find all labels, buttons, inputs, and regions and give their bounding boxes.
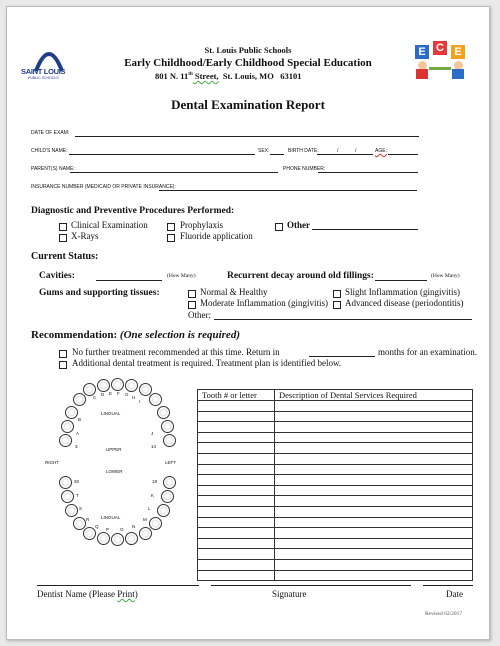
signature-line[interactable] xyxy=(211,585,411,586)
date-of-exam-label: DATE OF EXAM: xyxy=(31,130,70,136)
tooth-number-header: Tooth # or letter xyxy=(198,390,275,401)
moderate-inflammation-label: Moderate Inflammation (gingivitis) xyxy=(200,298,328,308)
signature-label: Signature xyxy=(272,589,307,599)
description-cell[interactable] xyxy=(275,432,473,443)
other-procedure-checkbox[interactable] xyxy=(275,223,283,231)
procedures-heading: Diagnostic and Preventive Procedures Performed: xyxy=(31,206,235,216)
description-cell[interactable] xyxy=(275,401,473,412)
xrays-label: X-Rays xyxy=(71,231,99,241)
tooth[interactable] xyxy=(125,379,138,392)
tooth[interactable] xyxy=(61,490,74,503)
ece-logo: E C E xyxy=(412,37,472,81)
birth-date-label: BIRTH DATE: xyxy=(288,148,319,154)
tooth-number-cell[interactable] xyxy=(198,411,275,422)
recommendation-heading: Recommendation: (One selection is required) xyxy=(31,329,240,341)
recurrent-field[interactable] xyxy=(375,280,427,281)
date-line[interactable] xyxy=(423,585,473,586)
cavities-how-many: (How Many) xyxy=(167,273,196,279)
table-row xyxy=(198,401,473,412)
tooth[interactable] xyxy=(97,532,110,545)
program-name: Early Childhood/Early Childhood Special Education xyxy=(124,57,372,69)
table-row xyxy=(198,443,473,454)
dentist-name-line[interactable] xyxy=(37,585,199,586)
date-of-exam-field[interactable] xyxy=(75,136,419,137)
tooth-number-cell[interactable] xyxy=(198,528,275,539)
table-row xyxy=(198,570,473,581)
district-name: St. Louis Public Schools xyxy=(204,45,292,55)
description-cell[interactable] xyxy=(275,411,473,422)
table-row xyxy=(198,475,473,486)
prophylaxis-label: Prophylaxis xyxy=(180,220,224,230)
age-label: AGE: xyxy=(375,148,387,154)
revised-date: Revised 02/2017 xyxy=(425,611,463,617)
other-procedure-field[interactable] xyxy=(312,229,418,230)
tooth[interactable] xyxy=(163,476,176,489)
gums-label: Gums and supporting tissues: xyxy=(39,288,160,298)
fluoride-checkbox[interactable] xyxy=(167,234,175,242)
table-row xyxy=(198,464,473,475)
tooth-number-cell[interactable] xyxy=(198,443,275,454)
table-row xyxy=(198,506,473,517)
additional-treatment-label: Additional dental treatment is required. Treatment plan is identified below. xyxy=(72,358,342,368)
tooth-number-cell[interactable] xyxy=(198,517,275,528)
tooth-number-cell[interactable] xyxy=(198,570,275,581)
table-row xyxy=(198,538,473,549)
description-header: Description of Dental Services Required xyxy=(275,390,473,401)
cavities-label: Cavities: xyxy=(39,271,75,281)
tooth[interactable] xyxy=(65,504,78,517)
table-row xyxy=(198,453,473,464)
dentist-name-label: Dentist Name (Please Print) xyxy=(37,589,138,599)
description-cell[interactable] xyxy=(275,475,473,486)
tooth[interactable] xyxy=(139,527,152,540)
table-row xyxy=(198,432,473,443)
childs-name-label: CHILD'S NAME: xyxy=(31,148,68,154)
description-cell[interactable] xyxy=(275,528,473,539)
sex-label: SEX: xyxy=(258,148,270,154)
prophylaxis-checkbox[interactable] xyxy=(167,223,175,231)
lingual-bottom-label: LINGUAL xyxy=(101,515,121,520)
tooth[interactable] xyxy=(59,434,72,447)
birth-date-field[interactable] xyxy=(317,154,373,155)
tooth-number-cell[interactable] xyxy=(198,559,275,570)
tooth[interactable] xyxy=(65,406,78,419)
status-heading: Current Status: xyxy=(31,251,99,262)
tooth-number-cell[interactable] xyxy=(198,464,275,475)
tooth[interactable] xyxy=(149,393,162,406)
description-cell[interactable] xyxy=(275,453,473,464)
table-row xyxy=(198,528,473,539)
description-cell[interactable] xyxy=(275,559,473,570)
description-cell[interactable] xyxy=(275,538,473,549)
parents-name-field[interactable] xyxy=(70,172,278,173)
description-cell[interactable] xyxy=(275,496,473,507)
tooth-number-cell[interactable] xyxy=(198,549,275,560)
document-page: SAINT LOUIS PUBLIC SCHOOLS St. Louis Public Schools Early Childhood/Early Childhood Special Education 801 N. 11th Street, St. Louis, MO 63101 E C E Dental Examination Report DATE OF EXAM: CHILD'S NAME: SEX: BIRTH DATE: / / AGE: PARENT(S) NAME: PHONE NUMBER: INSURANCE NUMBER (MEDICAID OR PRIVATE INSURANCE): Diagnostic and Preventive Procedures Performed: Clinical Examination X-Rays Prophylaxis Fluoride application Other Current Status: Cavities: (How Many) Recurrent decay around old fillings: (How Many) Gums and supporting tissues: Normal & Healthy Slight Inflammation (gingivitis) Moderate Inflammation (gingivitis) Advanced disease (periodontitis) Other: Recommendation: (One selection is required) No further treatment recommended at this time. Return in months for an examination. Additional dental treatment is required. Treatment plan is identified below. C D E F G H I LINGUAL UPPER LOWER LINGUAL RIGHT LEFT B A 3 J 14 30 T S R 19 K L M Q P O N Tooth # or letter Description of Dental Services Required Dentist Name (Please Print) Signature Date Revised 02/2017 xyxy=(6,6,490,640)
normal-healthy-checkbox[interactable] xyxy=(188,290,196,298)
phone-label: PHONE NUMBER: xyxy=(283,166,326,172)
table-row xyxy=(198,496,473,507)
age-field[interactable] xyxy=(388,154,418,155)
tooth-number-cell[interactable] xyxy=(198,506,275,517)
tooth-number-cell[interactable] xyxy=(198,401,275,412)
normal-healthy-label: Normal & Healthy xyxy=(200,287,268,297)
page-title: Dental Examination Report xyxy=(171,97,325,112)
description-cell[interactable] xyxy=(275,570,473,581)
tooth[interactable] xyxy=(163,434,176,447)
logo-text: SAINT LOUIS xyxy=(21,67,66,76)
recurrent-how-many: (How Many) xyxy=(431,273,460,279)
tooth-number-cell[interactable] xyxy=(198,422,275,433)
phone-field[interactable] xyxy=(318,172,418,173)
tooth-number-cell[interactable] xyxy=(198,453,275,464)
description-cell[interactable] xyxy=(275,485,473,496)
address: 801 N. 11th Street, St. Louis, MO 63101 xyxy=(155,71,302,81)
advanced-disease-checkbox[interactable] xyxy=(333,301,341,309)
tooth-chart: C D E F G H I LINGUAL UPPER LOWER LINGUAL RIGHT LEFT B A 3 J 14 30 T S R 19 K L M Q P O N xyxy=(31,377,191,547)
tooth[interactable] xyxy=(157,406,170,419)
childs-name-field[interactable] xyxy=(69,154,255,155)
date-label: Date xyxy=(446,589,463,599)
xrays-checkbox[interactable] xyxy=(59,234,67,242)
table-row xyxy=(198,517,473,528)
tooth[interactable] xyxy=(161,420,174,433)
gums-other-field[interactable] xyxy=(214,319,472,320)
advanced-disease-label: Advanced disease (periodontitis) xyxy=(345,298,464,308)
tooth[interactable] xyxy=(111,533,124,546)
services-table xyxy=(197,389,473,581)
table-row xyxy=(198,411,473,422)
tooth[interactable] xyxy=(161,490,174,503)
tooth[interactable] xyxy=(61,420,74,433)
insurance-label: INSURANCE NUMBER (MEDICAID OR PRIVATE INSURANCE): xyxy=(31,184,176,190)
table-row xyxy=(198,549,473,560)
recurrent-label: Recurrent decay around old fillings: xyxy=(227,271,374,281)
tooth[interactable] xyxy=(59,476,72,489)
right-label: RIGHT xyxy=(45,460,59,465)
lower-label: LOWER xyxy=(106,469,123,474)
logo-subtext: PUBLIC SCHOOLS xyxy=(28,76,59,80)
no-treatment-label: No further treatment recommended at this time. Return in xyxy=(72,347,280,357)
no-treatment-checkbox[interactable] xyxy=(59,350,67,358)
slight-inflammation-checkbox[interactable] xyxy=(333,290,341,298)
tooth-number-cell[interactable] xyxy=(198,538,275,549)
table-row xyxy=(198,422,473,433)
description-cell[interactable] xyxy=(275,464,473,475)
gums-other-label: Other: xyxy=(188,310,211,320)
tooth-number-cell[interactable] xyxy=(198,475,275,486)
clinical-exam-checkbox[interactable] xyxy=(59,223,67,231)
tooth[interactable] xyxy=(125,532,138,545)
cavities-field[interactable] xyxy=(96,280,162,281)
description-cell[interactable] xyxy=(275,517,473,528)
other-procedure-label: Other xyxy=(287,220,310,230)
insurance-field[interactable] xyxy=(159,190,417,191)
table-row xyxy=(198,485,473,496)
left-label: LEFT xyxy=(165,460,177,465)
lingual-top-label: LINGUAL xyxy=(101,411,121,416)
moderate-inflammation-checkbox[interactable] xyxy=(188,301,196,309)
tooth[interactable] xyxy=(73,393,86,406)
clinical-exam-label: Clinical Examination xyxy=(71,220,148,230)
return-months-field[interactable] xyxy=(309,356,375,357)
table-row xyxy=(198,559,473,570)
return-months-label: months for an examination. xyxy=(378,347,477,357)
description-cell[interactable] xyxy=(275,443,473,454)
additional-treatment-checkbox[interactable] xyxy=(59,361,67,369)
tooth[interactable] xyxy=(111,378,124,391)
description-cell[interactable] xyxy=(275,549,473,560)
parents-name-label: PARENT(S) NAME: xyxy=(31,166,75,172)
slight-inflammation-label: Slight Inflammation (gingivitis) xyxy=(345,287,460,297)
upper-label: UPPER xyxy=(106,447,122,452)
tooth[interactable] xyxy=(157,504,170,517)
tooth-number-cell[interactable] xyxy=(198,432,275,443)
sex-field[interactable] xyxy=(270,154,284,155)
description-cell[interactable] xyxy=(275,506,473,517)
tooth-number-cell[interactable] xyxy=(198,496,275,507)
tooth[interactable] xyxy=(149,517,162,530)
tooth-number-cell[interactable] xyxy=(198,485,275,496)
fluoride-label: Fluoride application xyxy=(180,231,253,241)
description-cell[interactable] xyxy=(275,422,473,433)
